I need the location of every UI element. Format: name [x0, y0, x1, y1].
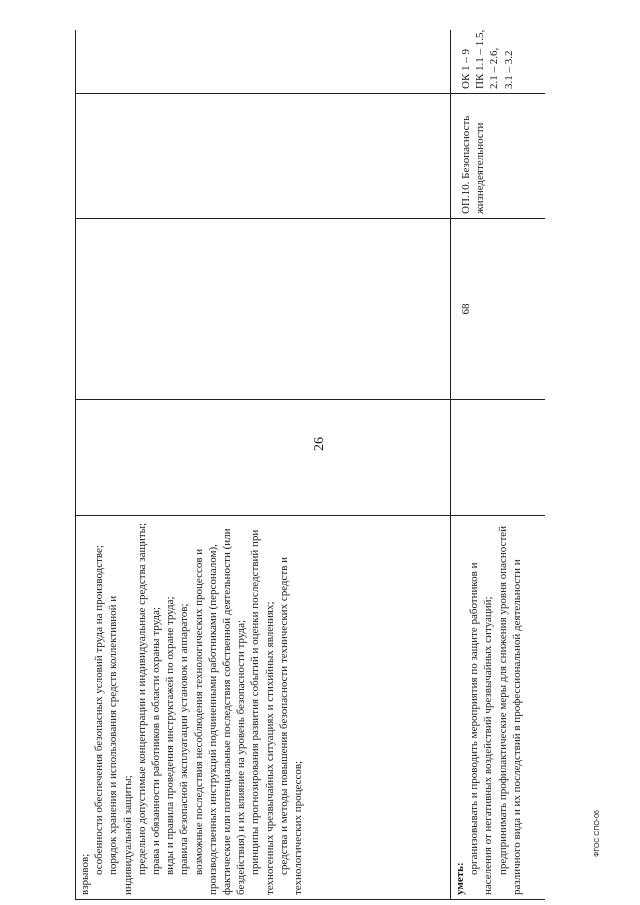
- text-line: виды и правила проведения инструктажей по охране труда;: [164, 596, 177, 875]
- skills-heading: уметь:: [454, 862, 466, 895]
- hours-cell: 68: [451, 219, 546, 400]
- table-sheet: [75, 30, 545, 900]
- text-line: средства и методы повышения безопасности технических средств и технологических процессов;: [277, 556, 305, 895]
- empty-cell: [451, 400, 546, 516]
- empty-cell: [76, 30, 451, 94]
- text-line: особенности обеспечения безопасных условий труда на производстве;: [93, 545, 106, 875]
- table-row: [451, 30, 546, 900]
- empty-cell: [76, 219, 451, 400]
- text-line: права и обязанности работников в области охраны труда;: [150, 607, 163, 875]
- standards-table: [75, 30, 545, 900]
- skills-cell: [451, 516, 546, 900]
- table-row: [76, 30, 451, 900]
- text-line: порядок хранения и использования средств коллективной и индивидуальной защиты;: [107, 595, 134, 895]
- text-line: возможные последствия несоблюдения технологических процессов и производственных инструкций подчиненными работниками (персоналом), фактические или потенциальные последствия собственной деятельности (или бездействия) и их влияние на уровень безопасности труда;: [192, 528, 248, 895]
- text-line: правила безопасной эксплуатации установок и аппаратов;: [178, 603, 191, 875]
- text-line: предельно допустимые концентрации и индивидуальные средства защиты;: [135, 522, 148, 875]
- text-line: принципы прогнозирования развития событий и оценки последствий при техногенных чрезвычайных ситуациях и стихийных явлениях;: [249, 529, 276, 895]
- discipline-cell: ОП.10. Безопасность жизнедеятельности: [451, 94, 546, 219]
- empty-cell: [76, 400, 451, 516]
- text-line: взрывов;: [79, 853, 91, 895]
- footer-code: ФГОС СПО-06: [593, 810, 601, 857]
- text-line: предпринимать профилактические меры для снижения уровня опасностей различного вида и их последствий в профессиональной деятельности и: [496, 525, 523, 895]
- text-line: организовывать и проводить мероприятия по защите работников и населения от негативных воздействий чрезвычайных ситуаций;: [468, 562, 495, 895]
- competencies-cell: ОК 1 – 9 ПК 1.1 – 1.5, 2.1 – 2.6, 3.1 – 3.2: [451, 30, 546, 94]
- empty-cell: [76, 94, 451, 219]
- knowledge-cell: [76, 516, 451, 900]
- rotated-table-region: [75, 30, 545, 900]
- page-number: 26: [312, 437, 327, 451]
